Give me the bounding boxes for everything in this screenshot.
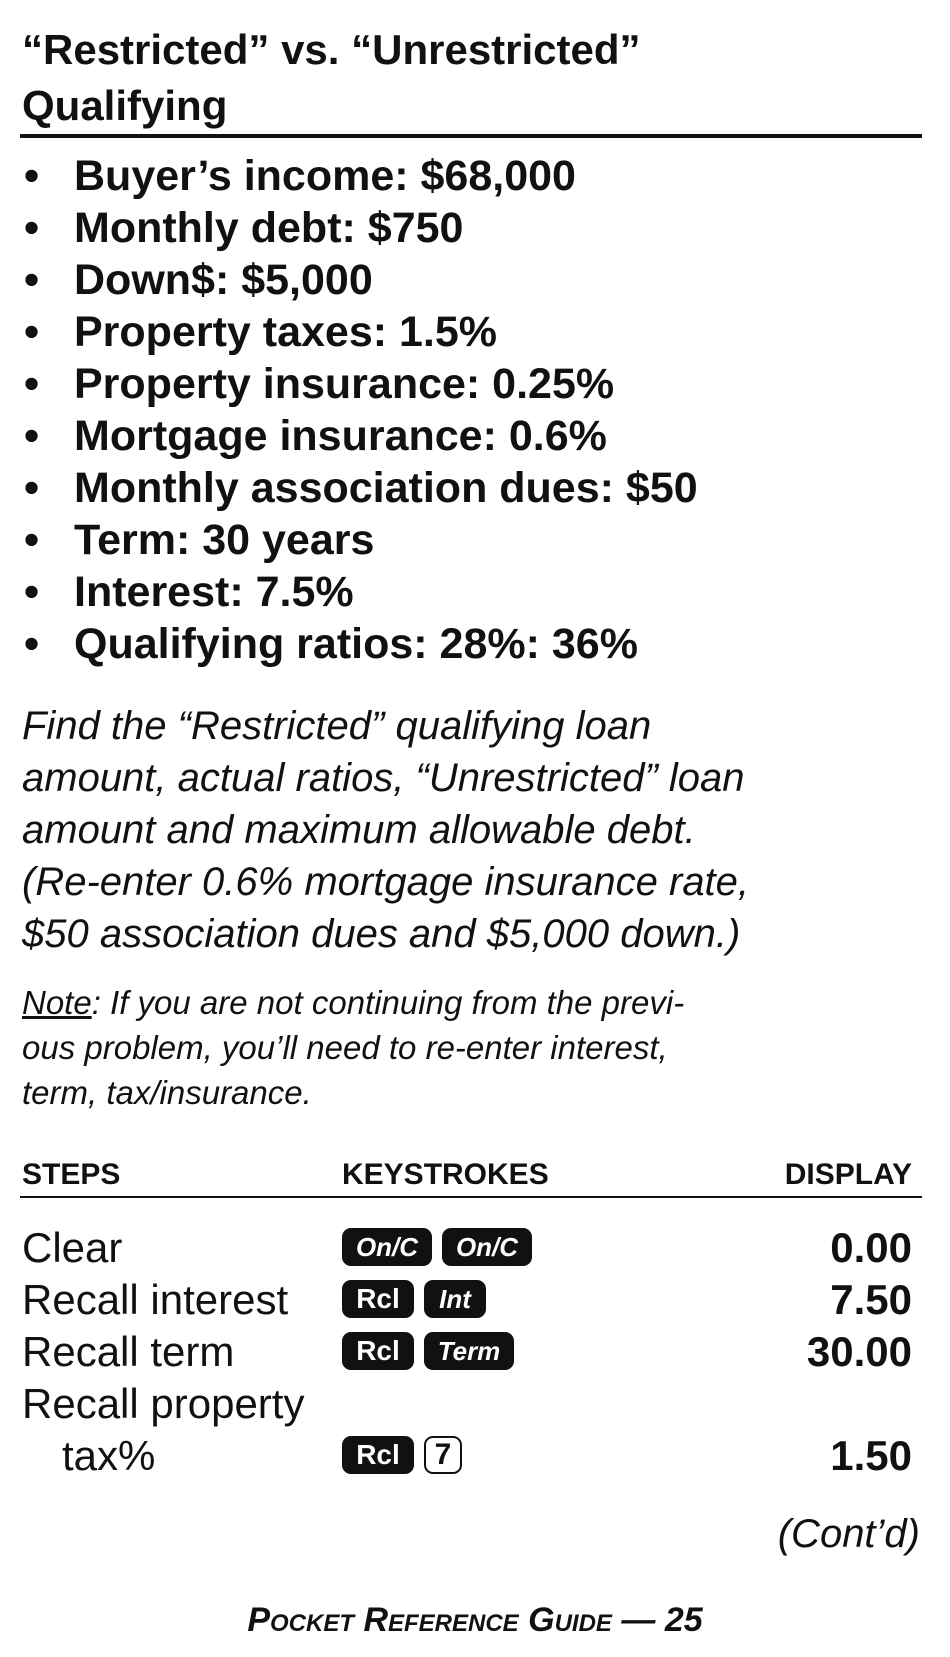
display-value: 0.00	[830, 1224, 912, 1271]
table-row	[0, 1222, 950, 1274]
title-line-1: “Restricted” vs. “Unrestricted”	[22, 26, 641, 73]
step-label: tax%	[62, 1432, 156, 1479]
title-divider	[20, 134, 922, 138]
step-label: Recall term	[22, 1328, 235, 1375]
table-row	[0, 1326, 950, 1378]
rcl-key-icon: Rcl	[342, 1332, 414, 1370]
page-number: 25	[664, 1601, 703, 1639]
bullet-icon: •	[24, 568, 40, 616]
list-item: • Monthly association dues: $50	[24, 464, 698, 512]
rcl-key-icon: Rcl	[342, 1436, 414, 1474]
step-label: Recall interest	[22, 1276, 289, 1323]
list-item: • Mortgage insurance: 0.6%	[24, 412, 607, 460]
list-item: • Buyer’s income: $68,000	[24, 152, 576, 200]
bullet-icon: •	[24, 256, 40, 304]
list-item: • Monthly debt: $750	[24, 204, 464, 252]
on-c-key-icon: On/C	[342, 1228, 432, 1266]
display-value: 7.50	[830, 1276, 912, 1323]
note-paragraph: Note: If you are not continuing from the previ- ous problem, you’ll need to re-enter interest, term, tax/insurance.	[22, 984, 685, 1111]
bullet-icon: •	[24, 204, 40, 252]
section-title	[22, 22, 922, 134]
list-item: • Property taxes: 1.5%	[24, 308, 498, 356]
continued-label: (Cont’d)	[777, 1512, 920, 1556]
rcl-key-icon: Rcl	[342, 1280, 414, 1318]
note-label: Note	[22, 984, 92, 1021]
bullet-icon: •	[24, 412, 40, 460]
display-value: 1.50	[830, 1432, 912, 1479]
list-item: • Property insurance: 0.25%	[24, 360, 615, 408]
table-row	[0, 1274, 950, 1326]
keystroke-group	[342, 1332, 514, 1370]
steps-header: STEPS	[22, 1158, 121, 1191]
seven-key-icon: 7	[424, 1436, 462, 1474]
display-header: DISPLAY	[784, 1158, 912, 1191]
bullet-icon: •	[24, 308, 40, 356]
bullet-icon: •	[24, 152, 40, 200]
on-c-key-icon: On/C	[442, 1228, 532, 1266]
title-line-2: Qualifying	[22, 82, 228, 129]
bullet-icon: •	[24, 620, 40, 668]
list-item: • Interest: 7.5%	[24, 568, 354, 616]
bullet-icon: •	[24, 464, 40, 512]
list-item: • Term: 30 years	[24, 516, 375, 564]
list-item: • Qualifying ratios: 28%: 36%	[24, 620, 638, 668]
term-key-icon: Term	[424, 1332, 514, 1370]
bullet-icon: •	[24, 360, 40, 408]
keystroke-group	[342, 1436, 462, 1474]
table-row	[0, 1430, 950, 1482]
display-value: 30.00	[806, 1328, 912, 1375]
given-values-list	[20, 150, 920, 670]
keystroke-group	[342, 1280, 486, 1318]
step-label: Recall property	[22, 1380, 305, 1427]
keystroke-group	[342, 1228, 532, 1266]
page-footer	[0, 1600, 950, 1640]
list-item: • Down$: $5,000	[24, 256, 373, 304]
bullet-icon: •	[24, 516, 40, 564]
guide-name: Pocket Reference Guide	[247, 1601, 612, 1639]
step-label: Clear	[22, 1224, 123, 1271]
table-header-divider	[20, 1196, 922, 1198]
footer-separator: —	[621, 1601, 656, 1639]
task-paragraph: Find the “Restricted” qualifying loan amount, actual ratios, “Unrestricted” loan amount and maximum allowable debt. (Re-enter 0.6% mortgage insurance rate, $50 association dues and $5,000 down.)	[22, 704, 750, 956]
table-row	[0, 1378, 950, 1430]
keystrokes-header: KEYSTROKES	[342, 1158, 549, 1191]
int-key-icon: Int	[424, 1280, 486, 1318]
